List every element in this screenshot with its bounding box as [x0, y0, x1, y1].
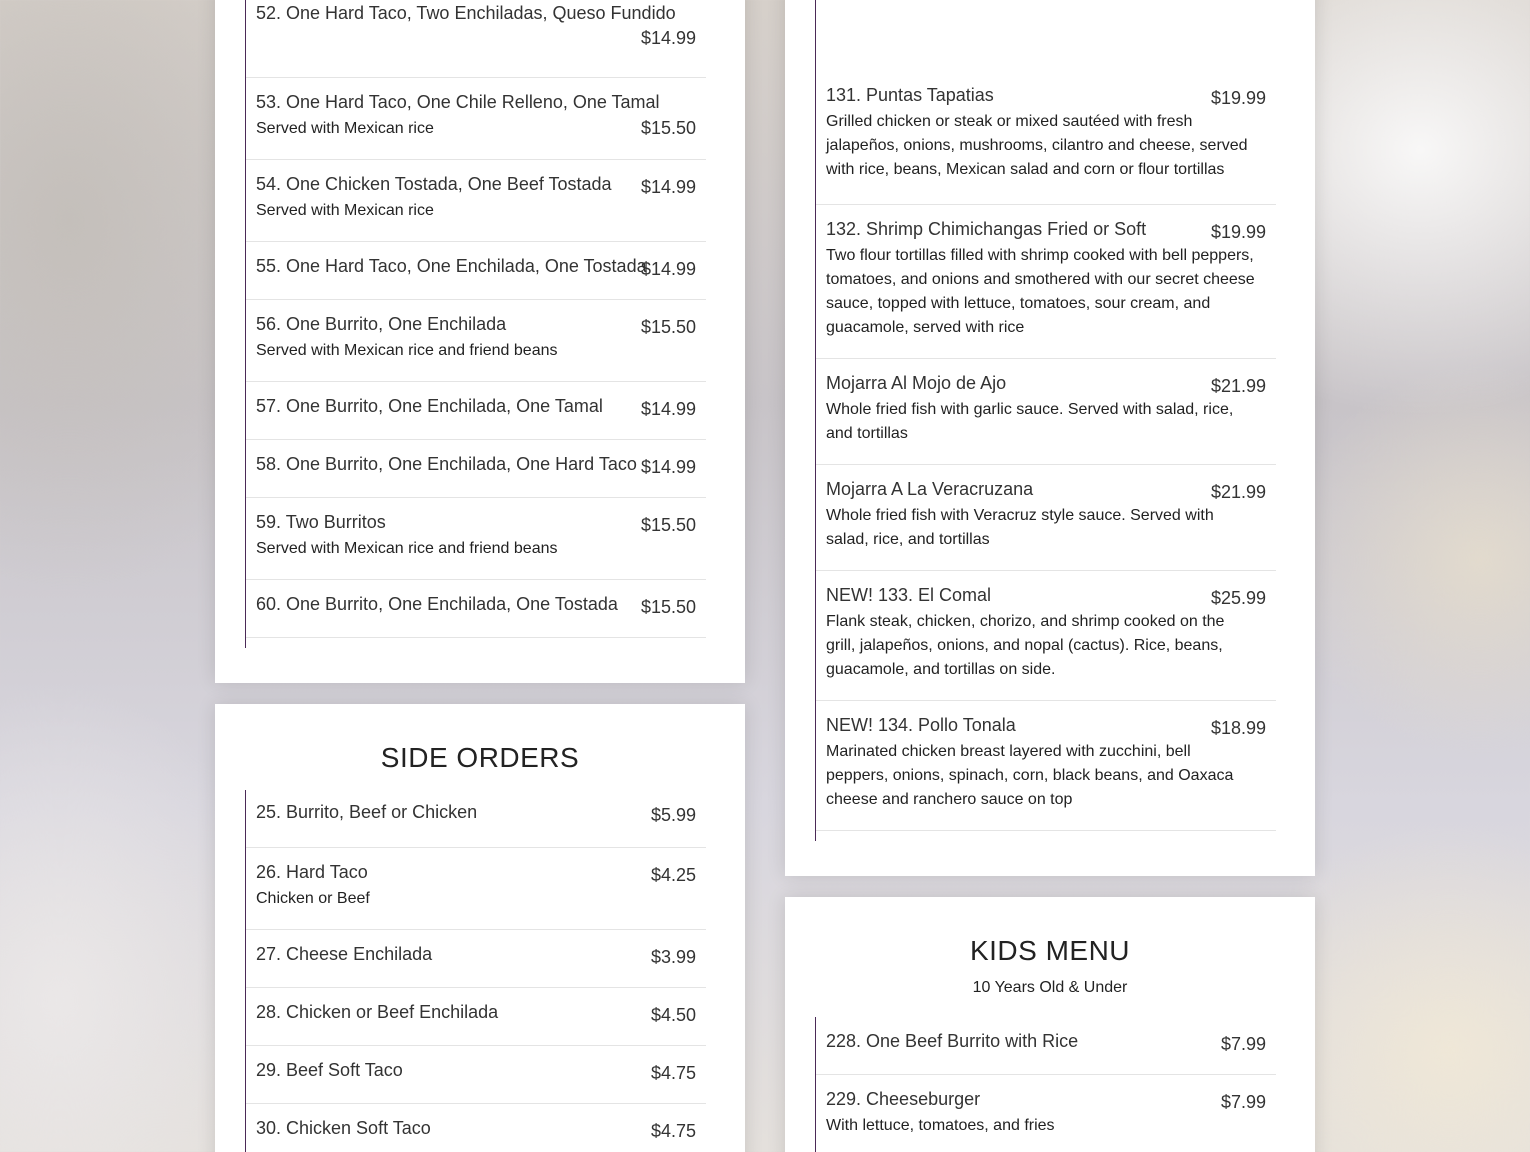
menu-item-price: $19.99 — [1210, 222, 1266, 242]
menu-item-price: $15.50 — [640, 597, 696, 617]
menu-item-name: Mojarra Al Mojo de Ajo — [826, 373, 1007, 393]
menu-item-price: $15.50 — [640, 515, 696, 535]
menu-item — [246, 1104, 706, 1152]
menu-item-description: Grilled chicken or steak or mixed sautéed with fresh jalapeños, onions, mushrooms, cilantro and cheese, served with rice, beans, Mexican salad and corn or flour tortillas — [826, 113, 1248, 178]
menu-item-price: $7.99 — [1220, 1034, 1266, 1054]
combinations-card — [215, 0, 745, 683]
menu-item — [246, 1046, 706, 1104]
menu-item — [246, 930, 706, 988]
menu-item-name: 25. Burrito, Beef or Chicken — [256, 802, 478, 822]
menu-item — [246, 988, 706, 1046]
menu-item-description: Served with Mexican rice — [256, 120, 434, 137]
menu-item-name: NEW! 133. El Comal — [826, 585, 992, 605]
menu-item-name: 131. Puntas Tapatias — [826, 85, 994, 105]
menu-item-name: 53. One Hard Taco, One Chile Relleno, One Tamal — [256, 92, 660, 112]
section-subtitle: 10 Years Old & Under — [972, 979, 1128, 996]
menu-item-description: Flank steak, chicken, chorizo, and shrimp cooked on the grill, jalapeños, onions, and nopal (cactus). Rice, beans, guacamole, and tortillas on side. — [826, 613, 1225, 678]
menu-item-price: $5.99 — [650, 805, 696, 825]
menu-item-price: $19.99 — [1210, 88, 1266, 108]
menu-item-price: $18.99 — [1210, 718, 1266, 738]
menu-item — [246, 580, 706, 638]
list-spacer — [816, 0, 1276, 71]
menu-item-name: 26. Hard Taco — [256, 862, 368, 882]
menu-item-name: 54. One Chicken Tostada, One Beef Tostada — [256, 174, 612, 194]
menu-item-name: 30. Chicken Soft Taco — [256, 1118, 431, 1138]
menu-item-name: NEW! 134. Pollo Tonala — [826, 715, 1016, 735]
menu-item — [816, 701, 1276, 831]
menu-item-name: 52. One Hard Taco, Two Enchiladas, Queso Fundido — [256, 3, 676, 23]
menu-item — [246, 242, 706, 300]
menu-item-name: 57. One Burrito, One Enchilada, One Tamal — [256, 396, 603, 416]
menu-item-price: $15.50 — [640, 118, 696, 138]
menu-item — [816, 571, 1276, 701]
menu-item-description: Served with Mexican rice — [256, 202, 434, 219]
menu-item-name: 60. One Burrito, One Enchilada, One Tostada — [256, 594, 618, 614]
menu-item — [816, 465, 1276, 571]
menu-item-name: 56. One Burrito, One Enchilada — [256, 314, 507, 334]
menu-item-price: $4.25 — [650, 865, 696, 885]
menu-item — [246, 498, 706, 580]
menu-item-name: 132. Shrimp Chimichangas Fried or Soft — [826, 219, 1147, 239]
menu-item-description: Marinated chicken breast layered with zucchini, bell peppers, onions, spinach, corn, black beans, and Oaxaca cheese and ranchero sauce on top — [826, 743, 1234, 808]
menu-item-description: Whole fried fish with Veracruz style sauce. Served with salad, rice, and tortillas — [826, 507, 1214, 548]
menu-item — [246, 78, 706, 160]
menu-item-name: 229. Cheeseburger — [826, 1089, 981, 1109]
menu-item-name: 27. Cheese Enchilada — [256, 944, 433, 964]
menu-item-name: 28. Chicken or Beef Enchilada — [256, 1002, 499, 1022]
menu-item-name: 59. Two Burritos — [256, 512, 386, 532]
menu-item-price: $14.99 — [640, 259, 696, 279]
menu-item-description: With lettuce, tomatoes, and fries — [826, 1117, 1055, 1134]
kids-menu-card — [785, 897, 1315, 1152]
menu-item-name: 55. One Hard Taco, One Enchilada, One Tostada — [256, 256, 647, 276]
menu-item — [246, 300, 706, 382]
menu-item-price: $4.50 — [650, 1005, 696, 1025]
menu-item-description: Two flour tortillas filled with shrimp cooked with bell peppers, tomatoes, and onions and smothered with our secret cheese sauce, topped with lettuce, tomatoes, sour cream, and guacamole, served with rice — [826, 247, 1255, 336]
menu-item-name: Mojarra A La Veracruzana — [826, 479, 1034, 499]
menu-item — [816, 1075, 1276, 1152]
menu-item-price: $4.75 — [650, 1121, 696, 1141]
menu-item — [816, 1017, 1276, 1075]
specialties-card — [785, 0, 1315, 876]
menu-item-name: 228. One Beef Burrito with Rice — [826, 1031, 1079, 1051]
menu-item-price: $4.75 — [650, 1063, 696, 1083]
menu-item — [816, 359, 1276, 465]
menu-item — [246, 382, 706, 440]
menu-item-price: $14.99 — [640, 399, 696, 419]
menu-item-price: $14.99 — [640, 177, 696, 197]
menu-item — [246, 160, 706, 242]
menu-item — [816, 71, 1276, 205]
menu-item-price: $14.99 — [640, 457, 696, 477]
menu-item-price: $25.99 — [1210, 588, 1266, 608]
menu-item — [246, 440, 706, 498]
menu-item-description: Served with Mexican rice and friend beans — [256, 342, 558, 359]
menu-item-name: 58. One Burrito, One Enchilada, One Hard Taco — [256, 454, 637, 474]
menu-item-name: 29. Beef Soft Taco — [256, 1060, 403, 1080]
menu-item-description: Whole fried fish with garlic sauce. Served with salad, rice, and tortillas — [826, 401, 1234, 442]
menu-item — [816, 205, 1276, 359]
section-title: KIDS MENU — [969, 935, 1131, 966]
menu-item-description: Served with Mexican rice and friend beans — [256, 540, 558, 557]
specialties-list — [815, 0, 1276, 841]
section-title: SIDE ORDERS — [380, 742, 580, 773]
menu-item-price: $15.50 — [640, 317, 696, 337]
side-orders-card — [215, 704, 745, 1152]
menu-item — [246, 790, 706, 848]
side-orders-list — [245, 790, 706, 1152]
menu-item — [246, 848, 706, 930]
menu-item-price: $21.99 — [1210, 376, 1266, 396]
menu-item-price: $14.99 — [640, 28, 696, 48]
menu-item-price: $21.99 — [1210, 482, 1266, 502]
menu-item-price: $3.99 — [650, 947, 696, 967]
menu-item-price: $7.99 — [1220, 1092, 1266, 1112]
combinations-list — [245, 0, 706, 648]
kids-menu-list — [815, 1017, 1276, 1152]
menu-item-description: Chicken or Beef — [256, 890, 370, 907]
menu-item — [246, 0, 706, 78]
